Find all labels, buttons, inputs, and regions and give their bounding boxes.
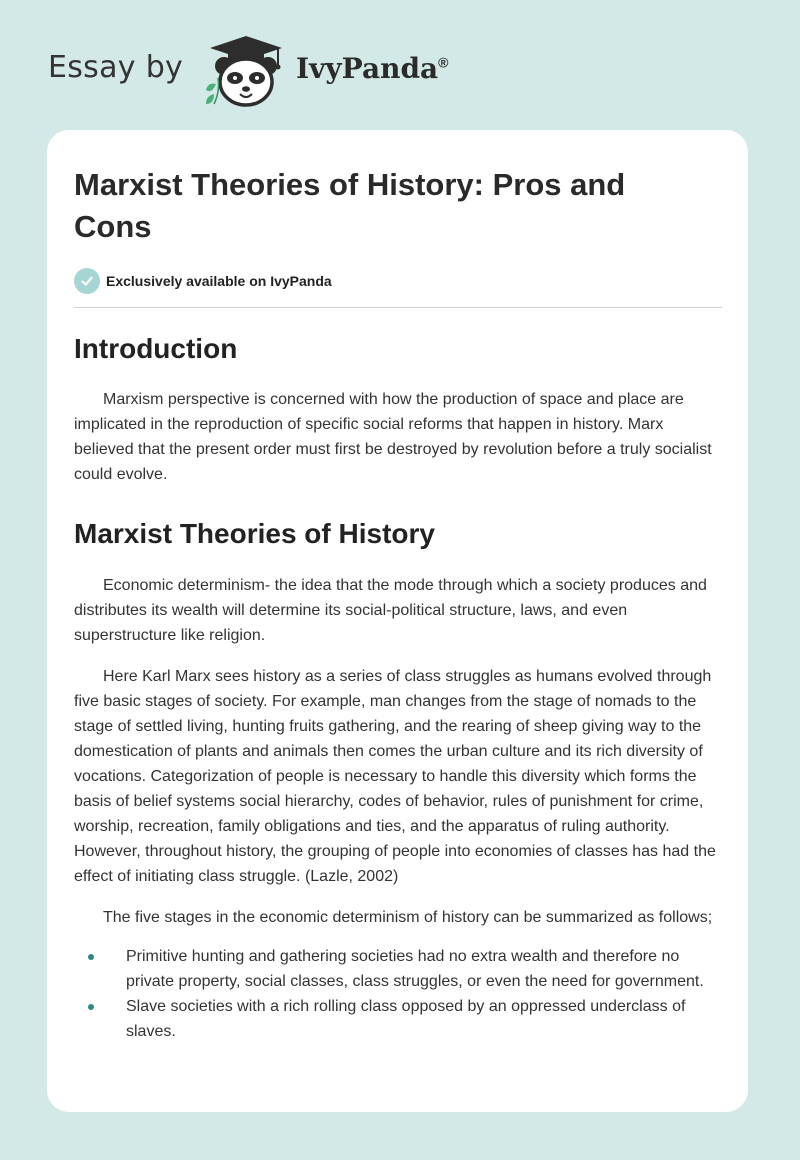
section-heading-marxist-theories: Marxist Theories of History	[74, 518, 435, 549]
list-item	[74, 994, 722, 1044]
paragraph: Marxism perspective is concerned with how the production of space and place are implicated in the reproduction of specific social reforms that happen in history. Marx believed that the present order must first be destroyed by revolution before a truly socialist could evolve.	[74, 391, 712, 483]
page-title: Marxist Theories of History: Pros and Cons	[74, 167, 626, 244]
paragraph: Economic determinism- the idea that the mode through which a society produces and distributes its wealth will determine its social-political structure, laws, and even superstructure like religion.	[74, 577, 707, 644]
section-heading-introduction: Introduction	[74, 333, 238, 364]
exclusive-badge-text: Exclusively available on IvyPanda	[106, 273, 332, 289]
checkmark-icon	[74, 268, 100, 294]
stages-list	[74, 944, 722, 1044]
brand-name[interactable]	[296, 52, 449, 85]
essay-by-label: Essay by	[48, 50, 184, 85]
essay-card	[47, 130, 748, 1112]
site-header	[0, 0, 800, 130]
brand-text: IvyPanda	[296, 52, 439, 85]
list-item-text: Primitive hunting and gathering societies had no extra wealth and therefore no private property, social classes, class struggles, or even the need for government.	[126, 948, 704, 990]
bullet-icon	[88, 1004, 94, 1010]
list-item	[74, 944, 722, 994]
bullet-icon	[88, 954, 94, 960]
list-item-text: Slave societies with a rich rolling class opposed by an oppressed underclass of slaves.	[126, 998, 686, 1040]
panda-logo-icon[interactable]	[198, 34, 293, 110]
exclusive-badge	[74, 268, 722, 294]
paragraph: Here Karl Marx sees history as a series of class struggles as humans evolved through five basic stages of society. For example, man changes from the stage of nomads to the stage of settled living, hunting fruits gathering, and the rearing of sheep giving way to the domestication of plants and animals then comes the urban culture and its rich diversity of vocations. Categorization of people is necessary to handle this diversity which forms the basis of belief systems social hierarchy, codes of behavior, rules of punishment for crime, worship, recreation, family obligations and ties, and the apparatus of ruling authority. However, throughout history, the grouping of people into economies of classes has had the effect of initiating class struggle. (Lazle, 2002)	[74, 668, 716, 885]
registered-mark: ®	[438, 54, 449, 71]
divider	[74, 307, 722, 308]
paragraph: The five stages in the economic determinism of history can be summarized as follows;	[103, 909, 713, 926]
